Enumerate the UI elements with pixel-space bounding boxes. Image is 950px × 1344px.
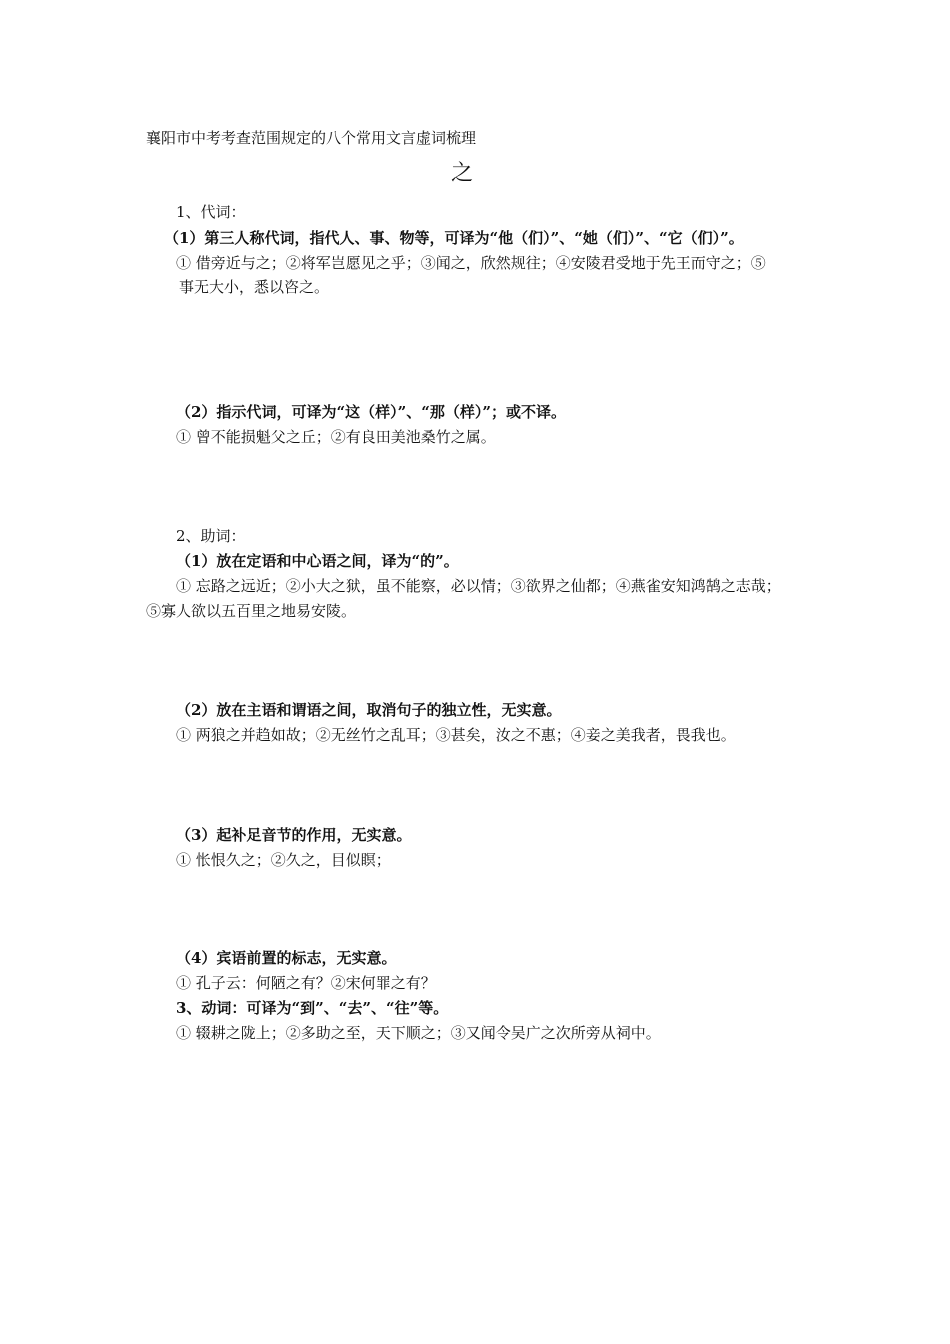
section-2-heading: 2、助词： xyxy=(176,527,246,545)
section-1-sub-2-heading: （2）指示代词，可译为“这（样）”、“那（样）”；或不译。 xyxy=(176,403,566,421)
section-2-sub-2-heading: （2）放在主语和谓语之间，取消句子的独立性，无实意。 xyxy=(176,701,562,719)
section-2-sub-4-examples: ① 孔子云：何陋之有？②宋何罪之有？ xyxy=(176,974,436,992)
section-2-sub-1-heading: （1）放在定语和中心语之间，译为“的”。 xyxy=(176,552,459,570)
section-3-examples: ① 辍耕之陇上；②多助之至，天下顺之；③又闻令吴广之次所旁从祠中。 xyxy=(176,1024,661,1042)
section-2-sub-3-examples: ① 怅恨久之；②久之，目似瞑； xyxy=(176,851,391,869)
section-1-sub-1-examples-line-2: 事无大小，悉以咨之。 xyxy=(179,278,330,296)
section-1-sub-1-heading: （1）第三人称代词，指代人、事、物等，可译为“他（们）”、“她（们）”、“它（们）”。 xyxy=(164,229,744,247)
section-1-heading: 1、代词： xyxy=(176,203,246,221)
section-2-sub-3-heading: （3）起补足音节的作用，无实意。 xyxy=(176,826,412,844)
section-1-sub-1-examples-line-1: ① 借旁近与之；②将军岂愿见之乎；③闻之，欣然规往；④安陵君受地于先王而守之；⑤ xyxy=(176,254,766,272)
section-1-sub-2-examples: ① 曾不能损魁父之丘；②有良田美池桑竹之属。 xyxy=(176,428,496,446)
document-title: 襄阳市中考考查范围规定的八个常用文言虚词梳理 xyxy=(146,129,477,147)
section-2-sub-1-examples-line-2: ⑤寡人欲以五百里之地易安陵。 xyxy=(146,602,357,620)
section-2-sub-4-heading: （4）宾语前置的标志，无实意。 xyxy=(176,949,397,967)
section-2-sub-2-examples: ① 两狼之并趋如故；②无丝竹之乱耳；③甚矣，汝之不惠；④妾之美我者，畏我也。 xyxy=(176,726,736,744)
section-3-heading: 3、动词：可译为“到”、“去”、“往”等。 xyxy=(176,999,449,1017)
section-2-sub-1-examples-line-1: ① 忘路之远近；②小大之狱，虽不能察，必以情；③欲界之仙都；④燕雀安知鸿鹄之志哉； xyxy=(176,577,781,595)
word-heading: 之 xyxy=(451,161,474,186)
